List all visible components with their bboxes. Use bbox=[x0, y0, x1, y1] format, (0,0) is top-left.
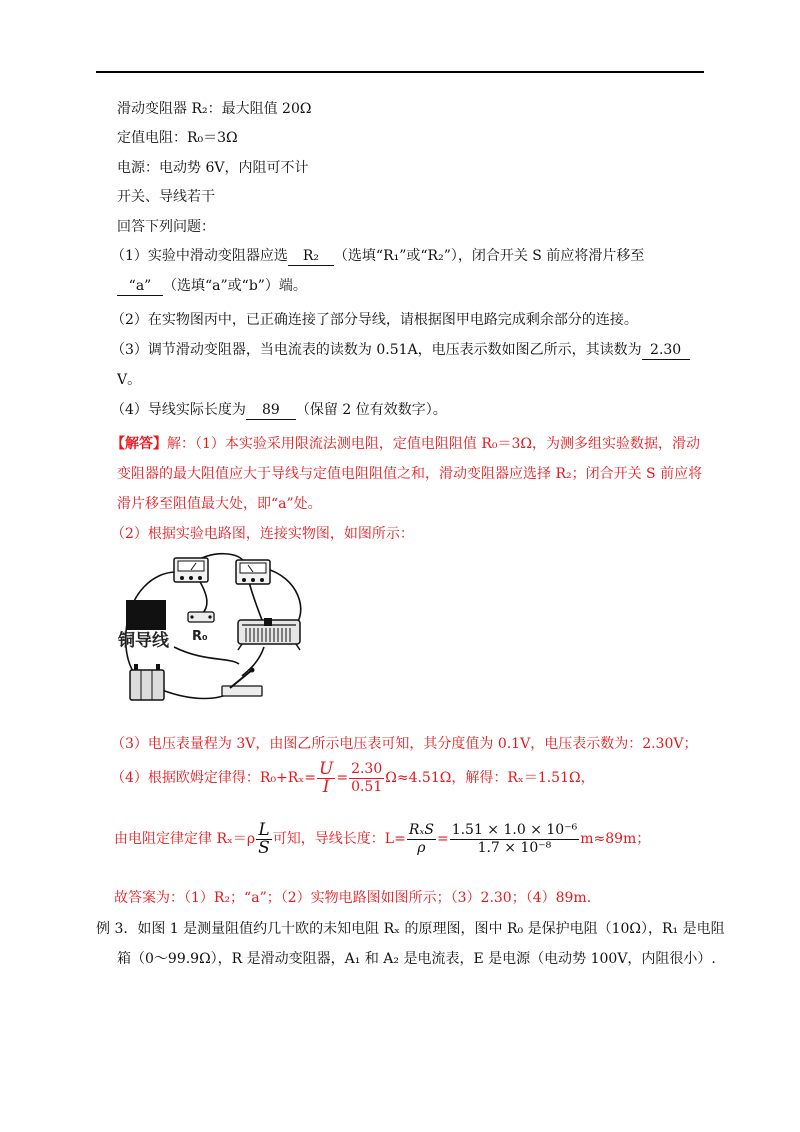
fraction-rxs-over-rho bbox=[407, 822, 436, 857]
text-line-source: 电源：电动势 6V，内阻可不计 bbox=[117, 160, 309, 176]
q4-prefix: （4）导线实际长度为 bbox=[111, 402, 246, 418]
s5-suffix: m≈89m； bbox=[580, 831, 651, 847]
question-3-line1 bbox=[111, 341, 690, 360]
solution-line2: 变阻器的最大阻值应大于导线与定值电阻阻值之和，滑动变阻器应选择 R₂；闭合开关 S 前应将 bbox=[117, 466, 703, 482]
q1-prefix: （1）实验中滑动变阻器应选 bbox=[111, 248, 288, 264]
question-2: （2）在实物图丙中，已正确连接了部分导线，请根据图甲电路完成剩余部分的连接。 bbox=[111, 312, 638, 328]
fraction-rxs: RₓS bbox=[408, 821, 434, 838]
s5-mid: 可知，导线长度：L= bbox=[272, 831, 406, 847]
fraction-s: S bbox=[258, 837, 270, 858]
wire-meter1-r0 bbox=[199, 580, 207, 614]
solution-tag: 【解答】 bbox=[111, 436, 167, 452]
s4-equals: = bbox=[336, 770, 349, 786]
fraction-l-over-s bbox=[256, 819, 272, 858]
question-1-line1 bbox=[111, 247, 644, 266]
fraction-numeric-num: 1.51 × 1.0 × 10⁻⁶ bbox=[451, 821, 578, 838]
fraction-230: 2.30 bbox=[351, 760, 383, 777]
rheostat bbox=[238, 618, 300, 650]
resistor-r0 bbox=[188, 612, 214, 622]
text-line-r0: 定值电阻：R₀＝3Ω bbox=[117, 130, 238, 146]
fraction-l: L bbox=[256, 822, 272, 840]
s5-equals: = bbox=[436, 831, 449, 847]
fraction-i: I bbox=[322, 776, 330, 797]
solution-part1-a: 解：（1）本实验采用限流法测电阻，定值电阻阻值 R₀＝3Ω，为测多组实验数据，滑动 bbox=[167, 436, 701, 452]
r0-label: R₀ bbox=[192, 629, 208, 644]
circuit-drawing bbox=[114, 552, 314, 712]
fraction-numeric bbox=[450, 822, 580, 857]
fraction-u: U bbox=[319, 758, 334, 779]
question-4 bbox=[111, 401, 447, 420]
fraction-230-over-051 bbox=[349, 761, 384, 796]
text-line-answer-prompt: 回答下列问题： bbox=[117, 219, 215, 235]
s4-prefix: （4）根据欧姆定律得：R₀+Rₓ= bbox=[111, 770, 316, 786]
text-line-switch: 开关、导线若干 bbox=[117, 189, 215, 205]
solution-final-answer: 故答案为：（1）R₂；“a”；（2）实物电路图如图所示；（3）2.30；（4）89m. bbox=[114, 890, 592, 906]
q4-suffix: （保留 2 位有效数字）。 bbox=[295, 402, 447, 418]
copper-wire-block bbox=[126, 600, 166, 630]
fraction-numeric-den: 1.7 × 10⁻⁸ bbox=[477, 839, 552, 856]
s4-suffix: Ω≈4.51Ω，解得：Rₓ＝1.51Ω， bbox=[385, 770, 595, 786]
example-3-line1: 例 3．如图 1 是测量阻值约几十欧的未知电阻 Rₓ 的原理图，图中 R₀ 是保护电阻（10Ω），R₁ 是电阻 bbox=[96, 921, 725, 937]
question-1-line2 bbox=[117, 277, 307, 296]
s5-prefix: 由电阻定律定律 Rₓ＝ρ bbox=[114, 831, 256, 847]
solution-line1 bbox=[111, 435, 700, 453]
battery bbox=[130, 664, 164, 700]
copper-wire-label: 铜导线 bbox=[118, 631, 169, 651]
q1-answer2-blank: “a” bbox=[117, 277, 163, 296]
header-rule bbox=[96, 71, 704, 73]
fraction-u-over-i bbox=[317, 758, 335, 797]
q3-prefix: （3）调节滑动变阻器，当电流表的读数为 0.51A，电压表示数如图乙所示，其读数为 bbox=[111, 342, 642, 358]
solution-part4 bbox=[111, 760, 595, 796]
wire-meter2-rheostat bbox=[249, 582, 262, 620]
physical-circuit-figure bbox=[114, 552, 314, 716]
voltmeter bbox=[236, 560, 270, 584]
fraction-rho: ρ bbox=[417, 839, 426, 856]
solution-part5 bbox=[114, 821, 650, 857]
solution-line3: 滑片移至阻值最大处，即“a”处。 bbox=[117, 496, 322, 512]
knife-switch bbox=[222, 668, 262, 697]
q1-answer-blank: R₂ bbox=[288, 247, 334, 266]
solution-part2: （2）根据实验电路图，连接实物图，如图所示： bbox=[111, 526, 414, 542]
ammeter bbox=[174, 558, 208, 582]
solution-part3: （3）电压表量程为 3V，由图乙所示电压表可知，其分度值为 0.1V，电压表示数为：2.30V； bbox=[111, 736, 698, 752]
example-3-line2: 箱（0～99.9Ω），R 是滑动变阻器，A₁ 和 A₂ 是电流表，E 是电源（电动势 100V，内阻很小）. bbox=[117, 951, 716, 967]
fraction-051: 0.51 bbox=[351, 778, 383, 795]
text-line-r2: 滑动变阻器 R₂：最大阻值 20Ω bbox=[117, 101, 312, 117]
q3-answer-blank: 2.30 bbox=[642, 341, 690, 360]
q1-mid: （选填“R₁”或“R₂”），闭合开关 S 前应将滑片移至 bbox=[333, 248, 645, 264]
q4-answer-blank: 89 bbox=[246, 401, 296, 420]
wire-copper bbox=[174, 647, 239, 664]
question-3-line2: V。 bbox=[117, 372, 142, 388]
q1-suffix: （选填“a”或“b”）端。 bbox=[163, 278, 307, 294]
